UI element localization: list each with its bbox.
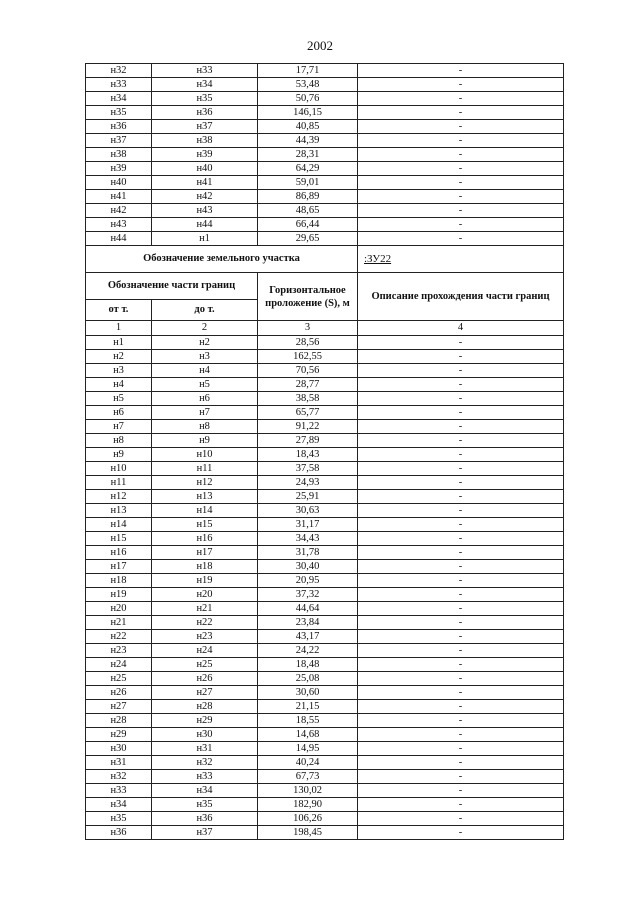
horizontal-distance: 14,95: [258, 742, 358, 756]
boundary-description: -: [358, 448, 564, 462]
boundary-description: -: [358, 728, 564, 742]
from-point: н33: [86, 784, 152, 798]
from-point: н18: [86, 574, 152, 588]
table-row: [86, 756, 564, 770]
table-row: [86, 190, 564, 204]
boundary-description: -: [358, 204, 564, 218]
from-point: н33: [86, 78, 152, 92]
boundary-description: -: [358, 134, 564, 148]
boundary-description: -: [358, 616, 564, 630]
to-point: н23: [152, 630, 258, 644]
horizontal-distance: 37,32: [258, 588, 358, 602]
table-row: [86, 490, 564, 504]
boundary-description: -: [358, 232, 564, 246]
boundary-description: -: [358, 770, 564, 784]
table-row: [86, 672, 564, 686]
horizontal-distance: 91,22: [258, 420, 358, 434]
col-index: 3: [258, 321, 358, 336]
boundary-description: -: [358, 64, 564, 78]
to-point: н36: [152, 812, 258, 826]
to-point: н33: [152, 770, 258, 784]
from-point: н23: [86, 644, 152, 658]
from-point: н34: [86, 92, 152, 106]
to-point: н5: [152, 378, 258, 392]
from-point: н37: [86, 134, 152, 148]
to-point: н2: [152, 336, 258, 350]
table-row: [86, 462, 564, 476]
table-row: [86, 546, 564, 560]
table-row: [86, 434, 564, 448]
from-point: н6: [86, 406, 152, 420]
parts-label: Обозначение части границ: [86, 273, 258, 300]
to-point: н42: [152, 190, 258, 204]
to-point: н30: [152, 728, 258, 742]
horizontal-distance: 162,55: [258, 350, 358, 364]
horizontal-distance: 53,48: [258, 78, 358, 92]
boundary-description: -: [358, 798, 564, 812]
boundary-description: -: [358, 742, 564, 756]
to-point: н18: [152, 560, 258, 574]
from-point: н41: [86, 190, 152, 204]
boundary-description: -: [358, 602, 564, 616]
horizontal-distance: 28,31: [258, 148, 358, 162]
table-row: [86, 448, 564, 462]
boundary-description: -: [358, 532, 564, 546]
to-point: н13: [152, 490, 258, 504]
to-point: н15: [152, 518, 258, 532]
horizontal-distance: 31,17: [258, 518, 358, 532]
to-label: до т.: [152, 300, 258, 321]
boundary-description: -: [358, 518, 564, 532]
table-row: [86, 392, 564, 406]
from-point: н35: [86, 812, 152, 826]
table-row: [86, 232, 564, 246]
boundary-description: -: [358, 588, 564, 602]
horizontal-distance: 30,63: [258, 504, 358, 518]
to-point: н35: [152, 92, 258, 106]
to-point: н37: [152, 120, 258, 134]
horizontal-distance: 28,77: [258, 378, 358, 392]
from-point: н27: [86, 700, 152, 714]
horizontal-distance: 28,56: [258, 336, 358, 350]
table-row: [86, 686, 564, 700]
col-index: 4: [358, 321, 564, 336]
from-point: н40: [86, 176, 152, 190]
table-row: [86, 148, 564, 162]
horizontal-distance: 67,73: [258, 770, 358, 784]
to-point: н12: [152, 476, 258, 490]
horizontal-distance: 24,22: [258, 644, 358, 658]
boundary-description: -: [358, 364, 564, 378]
horizontal-distance: 130,02: [258, 784, 358, 798]
boundary-description: -: [358, 644, 564, 658]
horizontal-distance: 59,01: [258, 176, 358, 190]
boundary-description: -: [358, 106, 564, 120]
to-point: н43: [152, 204, 258, 218]
from-point: н10: [86, 462, 152, 476]
horizontal-distance: 86,89: [258, 190, 358, 204]
table-row: [86, 64, 564, 78]
table-row: [86, 106, 564, 120]
from-point: н9: [86, 448, 152, 462]
horizontal-distance: 21,15: [258, 700, 358, 714]
to-point: н10: [152, 448, 258, 462]
horizontal-label: Горизонтальное проложение (S), м: [258, 273, 358, 321]
boundary-description: -: [358, 190, 564, 204]
boundary-description: -: [358, 336, 564, 350]
horizontal-distance: 24,93: [258, 476, 358, 490]
table-row: [86, 364, 564, 378]
boundary-description: -: [358, 784, 564, 798]
boundary-description: -: [358, 812, 564, 826]
to-point: н22: [152, 616, 258, 630]
boundary-description: -: [358, 476, 564, 490]
table-row: [86, 574, 564, 588]
to-point: н17: [152, 546, 258, 560]
table-row: [86, 336, 564, 350]
table-row: [86, 378, 564, 392]
boundary-description: -: [358, 392, 564, 406]
to-point: н39: [152, 148, 258, 162]
horizontal-distance: 182,90: [258, 798, 358, 812]
to-point: н6: [152, 392, 258, 406]
boundary-description: -: [358, 658, 564, 672]
from-point: н11: [86, 476, 152, 490]
from-point: н4: [86, 378, 152, 392]
description-label: Описание прохождения части границ: [358, 273, 564, 321]
to-point: н41: [152, 176, 258, 190]
boundary-description: -: [358, 406, 564, 420]
horizontal-distance: 70,56: [258, 364, 358, 378]
table-row: [86, 714, 564, 728]
horizontal-distance: 27,89: [258, 434, 358, 448]
to-point: н7: [152, 406, 258, 420]
table-row: [86, 532, 564, 546]
from-point: н2: [86, 350, 152, 364]
from-point: н16: [86, 546, 152, 560]
section-title-row: [86, 246, 564, 273]
from-point: н21: [86, 616, 152, 630]
to-point: н3: [152, 350, 258, 364]
boundary-description: -: [358, 434, 564, 448]
to-point: н16: [152, 532, 258, 546]
page-number: 2002: [307, 38, 333, 53]
horizontal-distance: 18,48: [258, 658, 358, 672]
to-point: н34: [152, 78, 258, 92]
from-point: н28: [86, 714, 152, 728]
table-row: [86, 742, 564, 756]
to-point: н26: [152, 672, 258, 686]
horizontal-distance: 31,78: [258, 546, 358, 560]
horizontal-distance: 18,55: [258, 714, 358, 728]
from-point: н31: [86, 756, 152, 770]
table-row: [86, 728, 564, 742]
from-point: н29: [86, 728, 152, 742]
table-row: [86, 644, 564, 658]
to-point: н8: [152, 420, 258, 434]
to-point: н29: [152, 714, 258, 728]
from-point: н32: [86, 770, 152, 784]
table-row: [86, 826, 564, 840]
from-point: н35: [86, 106, 152, 120]
boundary-description: -: [358, 92, 564, 106]
horizontal-distance: 50,76: [258, 92, 358, 106]
col-index: 1: [86, 321, 152, 336]
table-row: [86, 588, 564, 602]
from-point: н24: [86, 658, 152, 672]
table-row: [86, 812, 564, 826]
horizontal-distance: 20,95: [258, 574, 358, 588]
horizontal-distance: 44,64: [258, 602, 358, 616]
from-point: н19: [86, 588, 152, 602]
boundary-description: -: [358, 78, 564, 92]
to-point: н27: [152, 686, 258, 700]
boundary-description: -: [358, 756, 564, 770]
boundary-description: -: [358, 826, 564, 840]
horizontal-distance: 65,77: [258, 406, 358, 420]
to-point: н37: [152, 826, 258, 840]
horizontal-distance: 30,40: [258, 560, 358, 574]
to-point: н1: [152, 232, 258, 246]
table-row: [86, 770, 564, 784]
boundary-description: -: [358, 120, 564, 134]
from-point: н34: [86, 798, 152, 812]
table-row: [86, 92, 564, 106]
boundary-description: -: [358, 218, 564, 232]
from-point: н30: [86, 742, 152, 756]
from-point: н22: [86, 630, 152, 644]
boundary-description: -: [358, 462, 564, 476]
to-point: н38: [152, 134, 258, 148]
horizontal-distance: 38,58: [258, 392, 358, 406]
horizontal-distance: 23,84: [258, 616, 358, 630]
from-point: н20: [86, 602, 152, 616]
horizontal-distance: 18,43: [258, 448, 358, 462]
to-point: н33: [152, 64, 258, 78]
boundary-description: -: [358, 630, 564, 644]
to-point: н24: [152, 644, 258, 658]
table-row: [86, 406, 564, 420]
from-point: н39: [86, 162, 152, 176]
from-point: н38: [86, 148, 152, 162]
horizontal-distance: 30,60: [258, 686, 358, 700]
boundary-description: -: [358, 574, 564, 588]
plot-code: :ЗУ22: [358, 246, 564, 273]
to-point: н19: [152, 574, 258, 588]
to-point: н36: [152, 106, 258, 120]
table-row: [86, 658, 564, 672]
to-point: н11: [152, 462, 258, 476]
to-point: н40: [152, 162, 258, 176]
from-point: н42: [86, 204, 152, 218]
header-row: [86, 273, 564, 300]
table-row: [86, 218, 564, 232]
from-point: н3: [86, 364, 152, 378]
from-point: н7: [86, 420, 152, 434]
table-row: [86, 784, 564, 798]
boundary-description: -: [358, 148, 564, 162]
boundary-description: -: [358, 700, 564, 714]
to-point: н21: [152, 602, 258, 616]
from-point: н12: [86, 490, 152, 504]
to-point: н20: [152, 588, 258, 602]
boundary-description: -: [358, 672, 564, 686]
from-point: н8: [86, 434, 152, 448]
to-point: н4: [152, 364, 258, 378]
from-point: н17: [86, 560, 152, 574]
horizontal-distance: 64,29: [258, 162, 358, 176]
horizontal-distance: 25,91: [258, 490, 358, 504]
from-point: н15: [86, 532, 152, 546]
boundary-description: -: [358, 546, 564, 560]
from-point: н25: [86, 672, 152, 686]
to-point: н44: [152, 218, 258, 232]
from-point: н13: [86, 504, 152, 518]
boundary-description: -: [358, 686, 564, 700]
table-row: [86, 560, 564, 574]
table-row: [86, 798, 564, 812]
col-index: 2: [152, 321, 258, 336]
column-index-row: [86, 321, 564, 336]
table-row: [86, 134, 564, 148]
boundary-description: -: [358, 420, 564, 434]
from-point: н26: [86, 686, 152, 700]
from-point: н14: [86, 518, 152, 532]
boundary-description: -: [358, 162, 564, 176]
section-title: Обозначение земельного участка: [86, 246, 358, 273]
table-row: [86, 616, 564, 630]
from-point: н43: [86, 218, 152, 232]
table-row: [86, 176, 564, 190]
horizontal-distance: 66,44: [258, 218, 358, 232]
boundary-table: [85, 63, 564, 840]
boundary-description: -: [358, 176, 564, 190]
horizontal-distance: 146,15: [258, 106, 358, 120]
from-point: н36: [86, 120, 152, 134]
from-point: н32: [86, 64, 152, 78]
horizontal-distance: 40,85: [258, 120, 358, 134]
boundary-description: -: [358, 350, 564, 364]
to-point: н31: [152, 742, 258, 756]
table-row: [86, 504, 564, 518]
from-point: н36: [86, 826, 152, 840]
boundary-description: -: [358, 378, 564, 392]
table-row: [86, 700, 564, 714]
table-row: [86, 518, 564, 532]
from-point: н44: [86, 232, 152, 246]
horizontal-distance: 48,65: [258, 204, 358, 218]
horizontal-distance: 25,08: [258, 672, 358, 686]
horizontal-distance: 40,24: [258, 756, 358, 770]
horizontal-distance: 43,17: [258, 630, 358, 644]
to-point: н25: [152, 658, 258, 672]
from-label: от т.: [86, 300, 152, 321]
horizontal-distance: 17,71: [258, 64, 358, 78]
to-point: н14: [152, 504, 258, 518]
horizontal-distance: 198,45: [258, 826, 358, 840]
table-row: [86, 162, 564, 176]
horizontal-distance: 34,43: [258, 532, 358, 546]
to-point: н9: [152, 434, 258, 448]
horizontal-distance: 29,65: [258, 232, 358, 246]
table-row: [86, 120, 564, 134]
to-point: н28: [152, 700, 258, 714]
table-row: [86, 630, 564, 644]
boundary-description: -: [358, 490, 564, 504]
horizontal-distance: 44,39: [258, 134, 358, 148]
to-point: н32: [152, 756, 258, 770]
boundary-description: -: [358, 504, 564, 518]
to-point: н35: [152, 798, 258, 812]
table-row: [86, 204, 564, 218]
horizontal-distance: 106,26: [258, 812, 358, 826]
horizontal-distance: 37,58: [258, 462, 358, 476]
table-row: [86, 602, 564, 616]
boundary-description: -: [358, 560, 564, 574]
boundary-description: -: [358, 714, 564, 728]
horizontal-distance: 14,68: [258, 728, 358, 742]
table-row: [86, 420, 564, 434]
from-point: н1: [86, 336, 152, 350]
table-row: [86, 350, 564, 364]
table-row: [86, 78, 564, 92]
from-point: н5: [86, 392, 152, 406]
table-row: [86, 476, 564, 490]
to-point: н34: [152, 784, 258, 798]
